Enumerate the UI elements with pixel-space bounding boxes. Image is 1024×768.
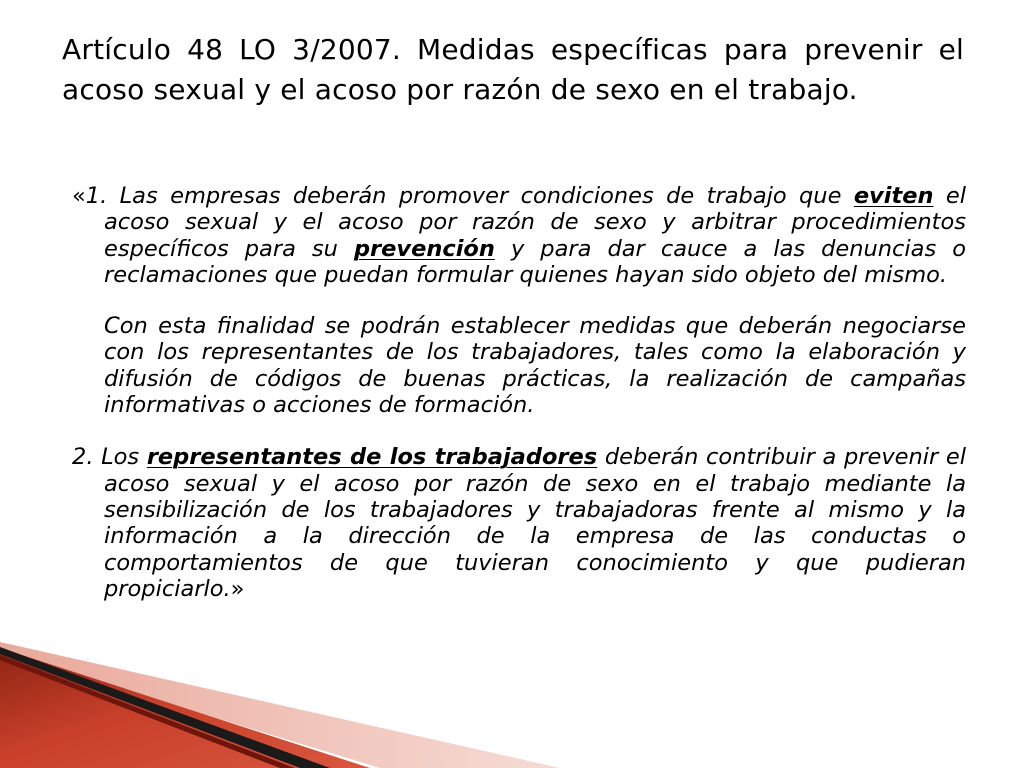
paragraph-1-text-b: el acoso sexual y el acoso por razón de sexo y arbitrar procedimientos específicos para su — [104, 183, 966, 262]
decor-red-wedge — [0, 648, 370, 768]
paragraph-1-text-c: y para dar cauce a las denuncias o reclamaciones que puedan formular quienes hayan sido objeto del mismo. — [104, 235, 966, 288]
open-quote: « — [72, 183, 86, 209]
decor-pink-wedge — [0, 642, 560, 768]
paragraph-1 — [72, 183, 966, 288]
highlight-representantes: representantes de los trabajadores — [146, 444, 598, 471]
article-body — [72, 183, 966, 602]
paragraph-2: Con esta finalidad se podrán establecer medidas que deberán negociarse con los representantes de los trabajadores, tales como la elaboración y difusión de códigos de buenas prácticas, la realización de campañas informativas o acciones de formación. — [104, 313, 966, 419]
paragraph-3-text-b: deberán contribuir a prevenir el acoso sexual y el acoso por razón de sexo en el trabajo mediante la sensibilización de los trabajadores y trabajadoras frente al mismo y la información a la dirección de la empresa de las conductas o comportamientos de que tuvieran conocimiento y que pudieran propiciarlo. — [104, 444, 966, 602]
slide-title: Artículo 48 LO 3/2007. Medidas específicas para prevenir el acoso sexual y el acoso por razón de sexo en el trabajo. — [62, 33, 964, 106]
highlight-eviten: eviten — [853, 183, 934, 209]
paragraph-3-text-a: 2. Los — [72, 444, 147, 471]
close-quote: » — [230, 575, 245, 602]
decor-black-stripe — [0, 647, 330, 768]
highlight-prevencion: prevención — [353, 235, 495, 262]
decor-dark-line — [0, 655, 295, 768]
paragraph-3 — [72, 444, 966, 602]
paragraph-1-text-a: 1. Las empresas deberán promover condiciones de trabajo que — [85, 183, 854, 209]
